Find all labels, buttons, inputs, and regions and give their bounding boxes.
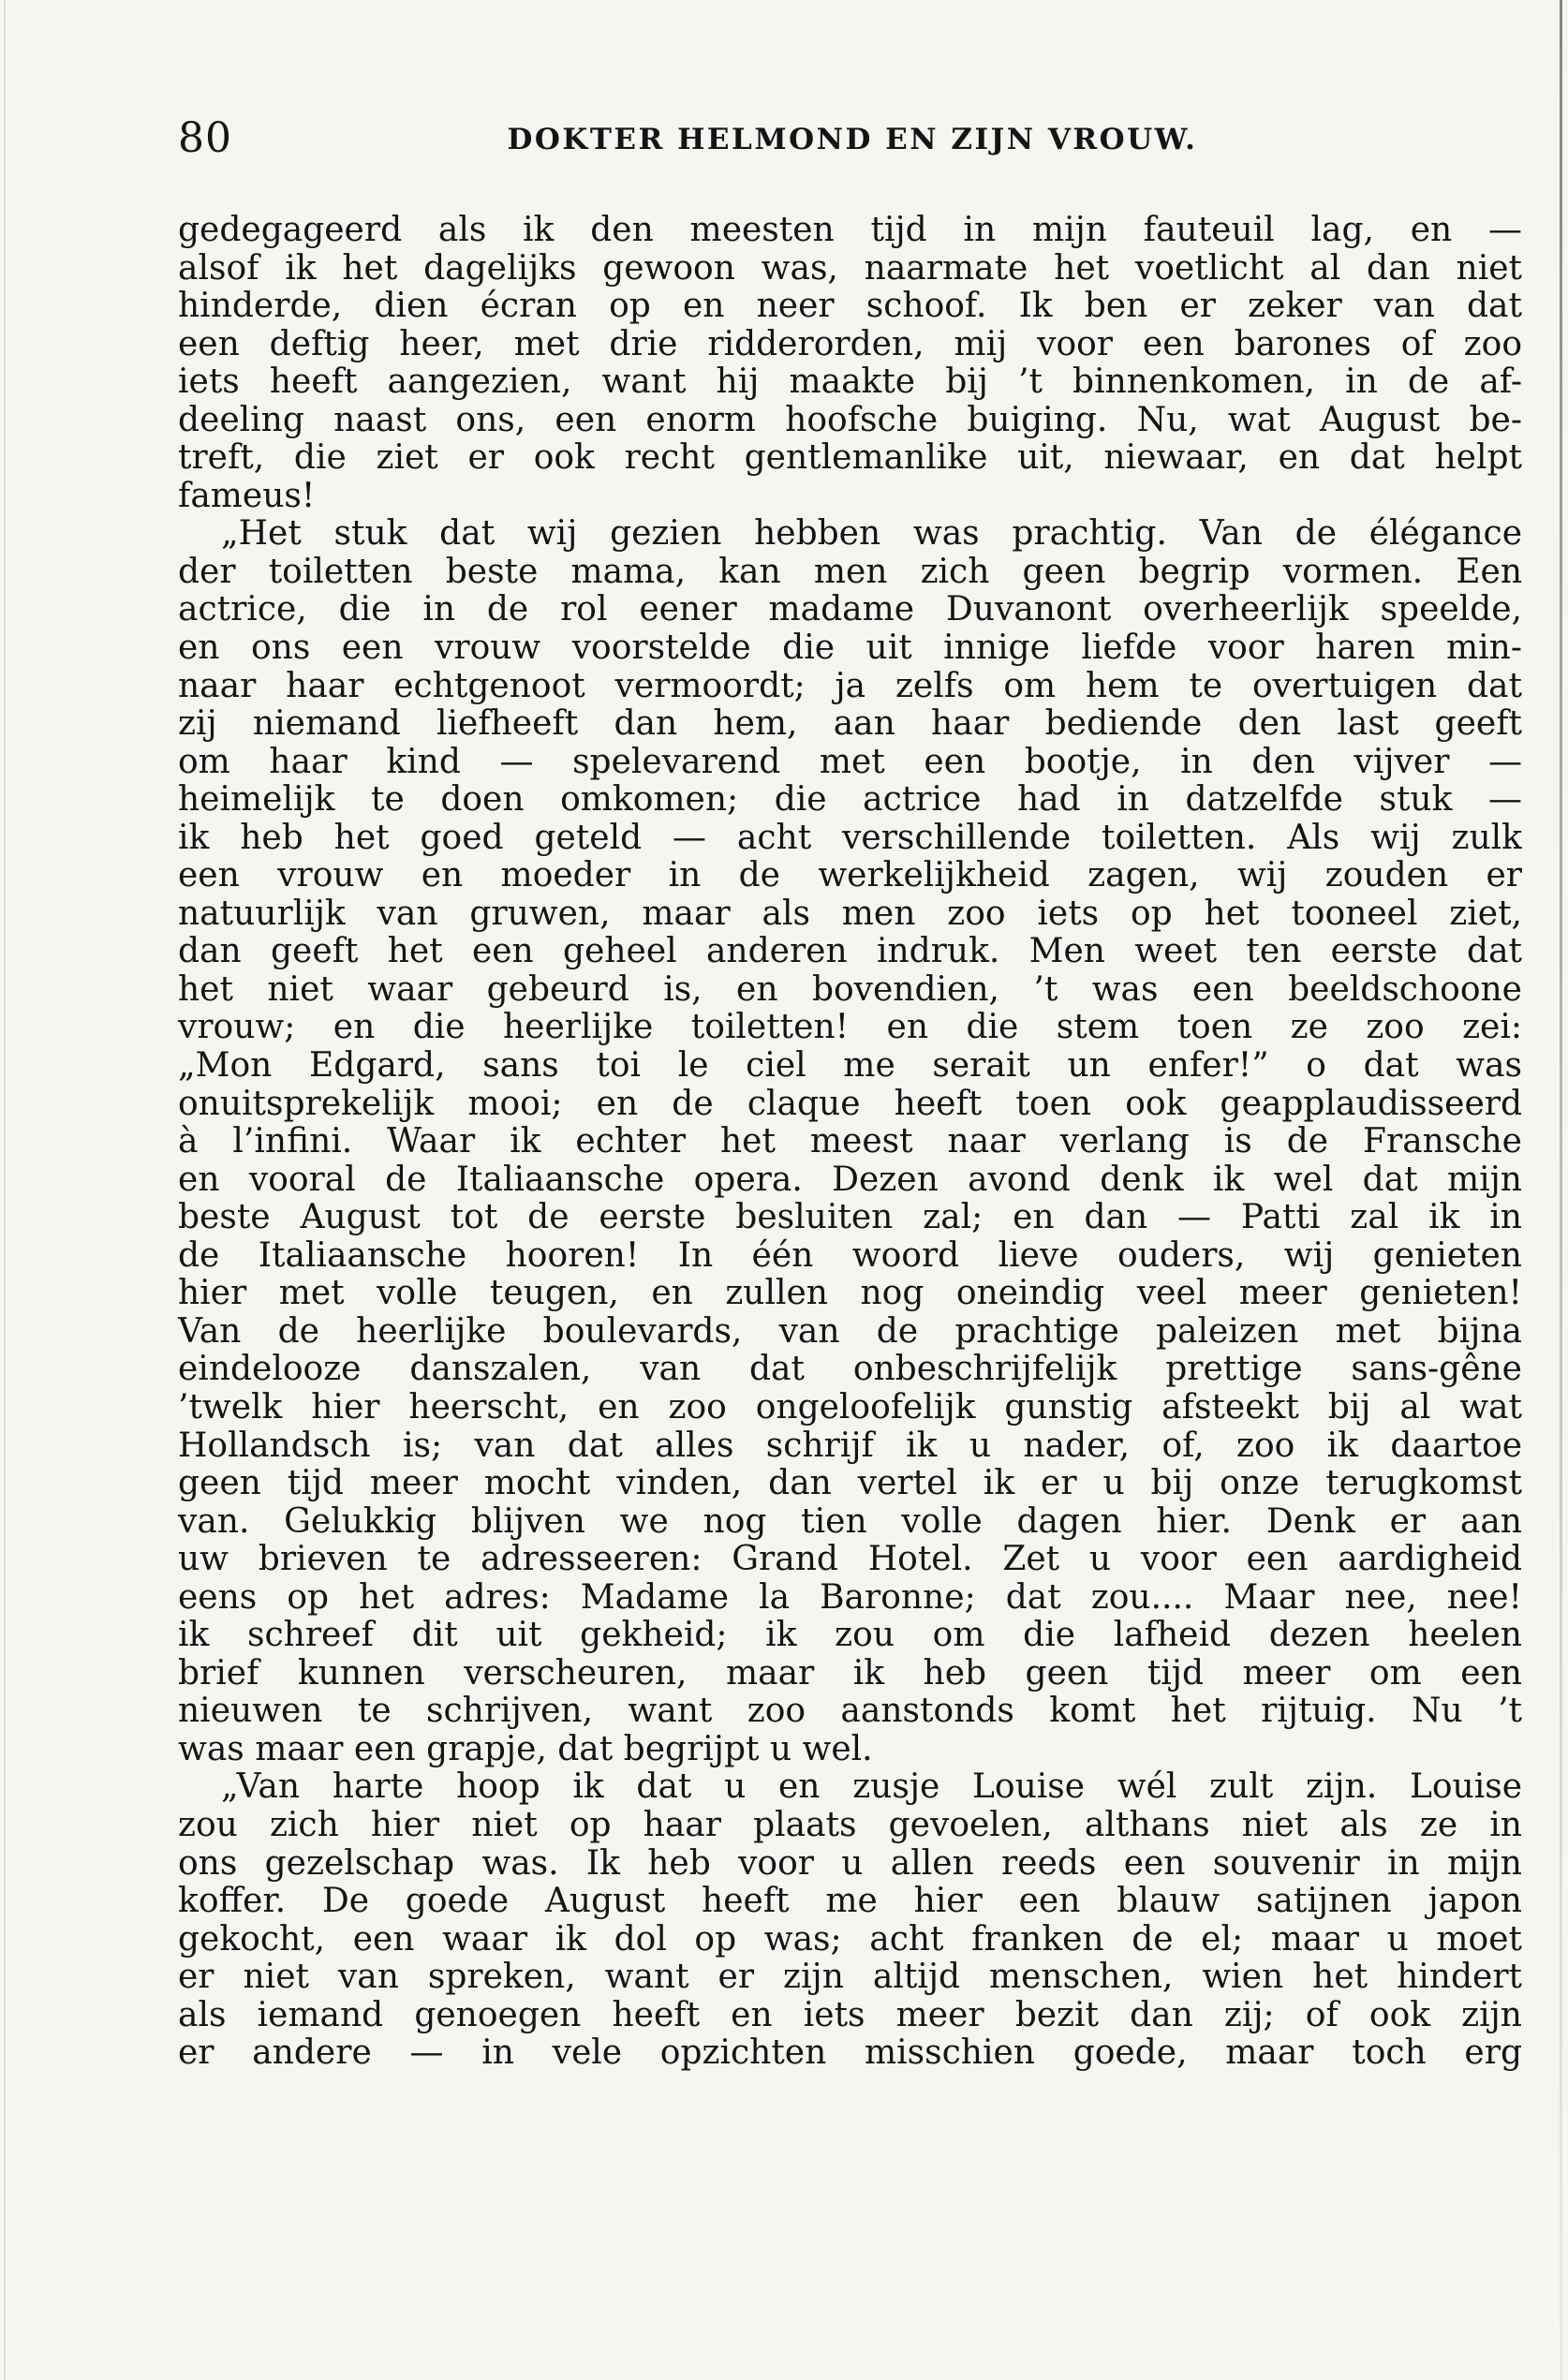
text-line: hier met volle teugen, en zullen nog oneindig veel meer genieten!: [178, 1275, 1522, 1313]
text-line: eindelooze danszalen, van dat onbeschrijfelijk prettige sans-gêne: [178, 1351, 1522, 1389]
body-text: [178, 212, 1522, 2073]
text-line: ik heb het goed geteld — acht verschillende toiletten. Als wij zulk: [178, 819, 1522, 857]
text-line: der toiletten beste mama, kan men zich geen begrip vormen. Een: [178, 553, 1522, 591]
text-line: de Italiaansche hooren! In één woord lieve ouders, wij genieten: [178, 1236, 1522, 1275]
page-number: 80: [178, 114, 232, 162]
text-line: geen tijd meer mocht vinden, dan vertel ik er u bij onze terugkomst: [178, 1465, 1522, 1503]
page-edge-right: [1560, 0, 1562, 2380]
text-line: en vooral de Italiaansche opera. Dezen avond denk ik wel dat mijn: [178, 1160, 1522, 1199]
text-line: ’twelk hier heerscht, en zoo ongeloofelijk gunstig afsteekt bij al wat: [178, 1388, 1522, 1427]
text-line: brief kunnen verscheuren, maar ik heb geen tijd meer om een: [178, 1654, 1522, 1693]
text-line: uw brieven te adresseeren: Grand Hotel. Zet u voor een aardigheid: [178, 1541, 1522, 1579]
running-title: DOKTER HELMOND EN ZIJN VROUW.: [507, 123, 1198, 156]
text-line: dan geeft het een geheel anderen indruk. Men weet ten eerste dat: [178, 933, 1522, 971]
text-line: nieuwen te schrijven, want zoo aanstonds komt het rijtuig. Nu ’t: [178, 1693, 1522, 1731]
text-line: alsof ik het dagelijks gewoon was, naarmate het voetlicht al dan niet: [178, 249, 1522, 288]
text-line: zou zich hier niet op haar plaats gevoelen, althans niet als ze in: [178, 1806, 1522, 1844]
text-line: als iemand genoegen heeft en iets meer bezit dan zij; of ook zijn: [178, 1996, 1522, 2034]
text-line: ik schreef dit uit gekheid; ik zou om die lafheid dezen heelen: [178, 1617, 1522, 1655]
text-line: om haar kind — spelevarend met een bootje, in den vijver —: [178, 743, 1522, 781]
text-line: actrice, die in de rol eener madame Duvanont overheerlijk speelde,: [178, 591, 1522, 629]
text-line: een vrouw en moeder in de werkelijkheid zagen, wij zouden er: [178, 857, 1522, 895]
text-line: en ons een vrouw voorstelde die uit innige liefde voor haren min-: [178, 629, 1522, 668]
text-line: er andere — in vele opzichten misschien goede, maar toch erg: [178, 2034, 1522, 2073]
text-line: beste August tot de eerste besluiten zal; en dan — Patti zal ik in: [178, 1199, 1522, 1237]
text-line: koffer. De goede August heeft me hier een blauw satijnen japon: [178, 1883, 1522, 1921]
text-line: er niet van spreken, want er zijn altijd menschen, wien het hindert: [178, 1959, 1522, 1997]
text-line: heimelijk te doen omkomen; die actrice had in datzelfde stuk —: [178, 781, 1522, 820]
page-header: [178, 111, 1527, 167]
text-line: à l’infini. Waar ik echter het meest naar verlang is de Fransche: [178, 1123, 1522, 1161]
text-line: gedegageerd als ik den meesten tijd in mijn fauteuil lag, en —: [178, 212, 1522, 249]
text-line: Hollandsch is; van dat alles schrijf ik u nader, of, zoo ik daartoe: [178, 1427, 1522, 1465]
text-line: was maar een grapje, dat begrijpt u wel.: [178, 1730, 873, 1768]
text-line: „Mon Edgard, sans toi le ciel me serait un enfer!” o dat was: [178, 1047, 1522, 1086]
text-line: zij niemand liefheeft dan hem, aan haar bediende den last geeft: [178, 705, 1522, 744]
text-line: hinderde, dien écran op en neer schoof. Ik ben er zeker van dat: [178, 288, 1522, 326]
text-line: gekocht, een waar ik dol op was; acht franken de el; maar u moet: [178, 1920, 1522, 1959]
text-line: ons gezelschap was. Ik heb voor u allen reeds een souvenir in mijn: [178, 1844, 1522, 1883]
text-line: het niet waar gebeurd is, en bovendien, ’t was een beeldschoone: [178, 970, 1522, 1009]
text-line: treft, die ziet er ook recht gentlemanlike uit, niewaar, en dat helpt: [178, 439, 1522, 478]
text-line: natuurlijk van gruwen, maar als men zoo iets op het tooneel ziet,: [178, 894, 1522, 933]
text-line: iets heeft aangezien, want hij maakte bij ’t binnenkomen, in de af-: [178, 363, 1522, 402]
text-line: Van de heerlijke boulevards, van de prachtige paleizen met bijna: [178, 1312, 1522, 1351]
text-line: vrouw; en die heerlijke toiletten! en die stem toen ze zoo zei:: [178, 1009, 1522, 1047]
text-line: onuitsprekelijk mooi; en de claque heeft toen ook geapplaudisseerd: [178, 1085, 1522, 1123]
text-line: een deftig heer, met drie ridderorden, mij voor een barones of zoo: [178, 325, 1522, 363]
text-line: „Het stuk dat wij gezien hebben was prachtig. Van de élégance: [221, 515, 1522, 554]
text-line: deeling naast ons, een enorm hoofsche buiging. Nu, wat August be-: [178, 401, 1522, 439]
page-edge-left: [4, 0, 6, 2380]
text-line: van. Gelukkig blijven we nog tien volle dagen hier. Denk er aan: [178, 1502, 1522, 1541]
text-line: eens op het adres: Madame la Baronne; dat zou.... Maar nee, nee!: [178, 1578, 1522, 1617]
text-line: „Van harte hoop ik dat u en zusje Louise wél zult zijn. Louise: [221, 1768, 1522, 1807]
text-line: fameus!: [178, 477, 316, 515]
text-line: naar haar echtgenoot vermoordt; ja zelfs om hem te overtuigen dat: [178, 667, 1522, 705]
